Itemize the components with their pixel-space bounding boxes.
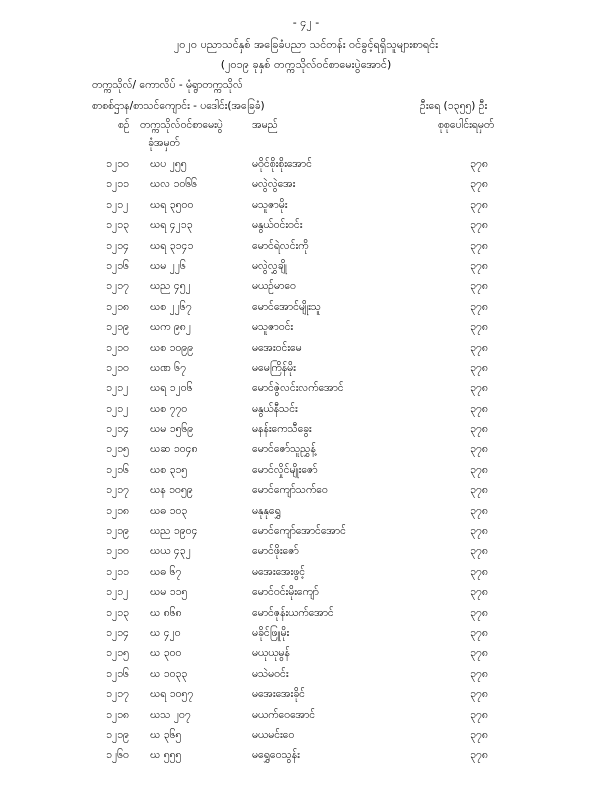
serial-cell: ၁၂၁၂ [106, 402, 129, 415]
marks-cell: ၃၇၈ [470, 423, 488, 436]
table-row [0, 627, 612, 647]
marks-cell: ၃၇၈ [470, 545, 488, 558]
column-header-serial: စဉ် [118, 119, 130, 131]
name-cell: မအေးအေးခိုင် [252, 688, 305, 701]
table-row [0, 709, 612, 729]
table-row [0, 321, 612, 341]
table-row [0, 301, 612, 321]
marks-cell: ၃၇၈ [470, 626, 488, 639]
marks-cell: ၃၇၈ [470, 300, 488, 313]
marks-cell: ၃၇၈ [470, 259, 488, 272]
serial-cell: ၁၂၁၂ [106, 198, 129, 211]
name-cell: မောင်ရဲလင်းကို [252, 239, 309, 252]
name-cell: မနုနုရွှေ [252, 504, 281, 517]
name-cell: မောင်လှိုင်မျိုးဇော် [252, 463, 318, 476]
table-row [0, 362, 612, 382]
roll-number-cell: ဃမ ၂၂၆ [150, 259, 186, 272]
document-subtitle: (၂၀၁၉ ခုနှစ် တက္ကသိုလ်ဝင်စာမေးပွဲအောင်) [220, 58, 392, 71]
roll-number-cell: ဃဓ ၁၀၃ [150, 504, 188, 517]
roll-number-cell: ဃရ ၃၅၀၀ [150, 198, 194, 211]
university-label: တက္ကသိုလ်/ ကောလိပ် - မုံရွာတက္ကသိုလ် [92, 79, 243, 91]
name-cell: မောင်ဝင်းမိုးကျော် [252, 586, 319, 599]
name-cell: မောင်အောင်မျိုးသူ [252, 300, 321, 313]
table-row [0, 260, 612, 280]
table-row [0, 423, 612, 443]
serial-cell: ၁၂၁၀ [106, 545, 129, 558]
serial-cell: ၁၂၁၁ [106, 565, 129, 578]
marks-cell: ၃၇၈ [470, 525, 488, 538]
marks-cell: ၃၇၈ [470, 321, 488, 334]
roll-number-cell: ဃဏ ၆၇ [150, 361, 186, 374]
serial-cell: ၁၂၁၉ [106, 728, 129, 741]
table-row [0, 199, 612, 219]
count-label: ဦးရေ (၁၃၅၅) ဦး [420, 100, 488, 112]
name-cell: မလွဲလွှချို [252, 259, 287, 272]
column-header-roll-sub: ခုံအမှတ် [148, 137, 180, 149]
marks-cell: ၃၇၈ [470, 463, 488, 476]
roll-number-cell: ဃစ ၁၀၉၉ [150, 341, 194, 354]
serial-cell: ၁၂၁၆ [106, 667, 129, 680]
marks-cell: ၃၇၈ [470, 749, 488, 762]
marks-cell: ၃၇၈ [470, 688, 488, 701]
serial-cell: ၁၂၁၀ [106, 158, 129, 170]
table-row [0, 607, 612, 627]
marks-cell: ၃၇၈ [470, 647, 488, 660]
roll-number-cell: ဃသ ၂၀၇ [150, 708, 191, 721]
results-table [0, 158, 612, 770]
name-cell: မလွဲလွဲအေး [252, 178, 296, 191]
serial-cell: ၁၂၁၀ [106, 341, 129, 354]
roll-number-cell: ဃ ၃၀၀ [150, 647, 182, 660]
marks-cell: ၃၇၈ [470, 667, 488, 680]
serial-cell: ၁၂၁၂ [106, 382, 129, 395]
serial-cell: ၁၂၁၅ [106, 647, 129, 660]
marks-cell: ၃၇၈ [470, 504, 488, 517]
serial-cell: ၁၂၁၃ [106, 606, 129, 619]
table-row [0, 668, 612, 688]
name-cell: မယက်ဝေအောင် [252, 708, 316, 721]
roll-number-cell: ဃ ၈၆၈ [150, 606, 182, 619]
roll-number-cell: ဃစ ၃၁၅ [150, 463, 188, 476]
name-cell: မောင်ကျော်သက်ဝေ [252, 484, 328, 497]
table-row [0, 464, 612, 484]
marks-cell: ၃၇၈ [470, 708, 488, 721]
serial-cell: ၁၂၁၈ [106, 300, 129, 313]
document-title: ၂၀၂၀ ပညာသင်နှစ် အခြေခံပညာ သင်တန်း ဝင်ခွင့်ရရှိသူများစာရင်း [173, 38, 439, 51]
serial-cell: ၁၂၁၉ [106, 321, 129, 334]
marks-cell: ၃၇၈ [470, 219, 488, 232]
marks-cell: ၃၇၈ [470, 565, 488, 578]
table-row [0, 505, 612, 525]
roll-number-cell: ဃ ၃၆၅ [150, 728, 182, 741]
column-header-roll: တက္ကသိုလ်ဝင်စာမေးပွဲ [140, 119, 223, 131]
serial-cell: ၁၂၁၇ [106, 280, 129, 293]
table-row [0, 403, 612, 423]
roll-number-cell: ဃလ ၁၀၆၆ [150, 178, 198, 191]
serial-cell: ၁၂၁၄ [106, 423, 129, 436]
name-cell: မသူဇာဝင်း [252, 321, 294, 334]
roll-number-cell: ဃမ ၁၁၅ [150, 586, 188, 599]
table-row [0, 566, 612, 586]
table-row [0, 342, 612, 362]
table-row [0, 586, 612, 606]
name-cell: မောင်ဇော်သူညွှန့် [252, 443, 316, 456]
serial-cell: ၁၂၁၈ [106, 504, 129, 517]
roll-number-cell: ဃ ၄၂၀ [150, 626, 181, 639]
roll-number-cell: ဃည ၁၉၀၄ [150, 525, 198, 538]
serial-cell: ၁၂၁၇ [106, 484, 129, 497]
roll-number-cell: ဃပ ၂၅၅ [150, 158, 187, 170]
roll-number-cell: ဃရ ၄၂၁၃ [150, 219, 193, 232]
roll-number-cell: ဃန ၁၀၅၉ [150, 484, 193, 497]
exam-center-label: စာစစ်ဌာန/စာသင်ကျောင်း - ပဒေါင်း(အခြေခံ) [92, 100, 265, 112]
table-row [0, 647, 612, 667]
marks-cell: ၃၇၈ [470, 606, 488, 619]
marks-cell: ၃၇၈ [470, 280, 488, 293]
name-cell: မောင်ကျော်အောင်အောင် [252, 525, 346, 538]
serial-cell: ၁၂၁၉ [106, 525, 129, 538]
serial-cell: ၁၂၁၈ [106, 708, 129, 721]
roll-number-cell: ဃည ၄၅၂ [150, 280, 191, 293]
serial-cell: ၁၂၆၀ [106, 749, 129, 762]
marks-cell: ၃၇၈ [470, 239, 488, 252]
roll-number-cell: ဃ ၅၅၅ [150, 749, 182, 762]
name-cell: မခိုင်ဖြူမိုး [252, 626, 290, 639]
table-row [0, 178, 612, 198]
table-row [0, 484, 612, 504]
marks-cell: ၃၇၈ [470, 178, 488, 191]
marks-cell: ၃၇၈ [470, 586, 488, 599]
serial-cell: ၁၂၁၁ [106, 178, 129, 191]
serial-cell: ၁၂၁၀ [106, 361, 129, 374]
table-row [0, 443, 612, 463]
roll-number-cell: ဃဓ ၆၇ [150, 565, 182, 578]
table-row [0, 545, 612, 565]
table-row [0, 688, 612, 708]
serial-cell: ၁၂၁၃ [106, 219, 129, 232]
name-cell: မသူဇာမိုး [252, 198, 288, 211]
name-cell: မယုယုမွန် [252, 647, 290, 660]
serial-cell: ၁၂၁၅ [106, 443, 129, 456]
marks-cell: ၃၇၈ [470, 443, 488, 456]
roll-number-cell: ဃယ ၄၃၂ [150, 545, 191, 558]
roll-number-cell: ဃ ၁၀၃၃ [150, 667, 188, 680]
table-row [0, 219, 612, 239]
table-row [0, 280, 612, 300]
roll-number-cell: ဃရ ၁၀၅၇ [150, 688, 194, 701]
name-cell: မရွှေဝေသွန်း [252, 749, 300, 762]
table-row [0, 158, 612, 178]
marks-cell: ၃၇၈ [470, 402, 488, 415]
name-cell: မောင်ဖိုးဇော် [252, 545, 299, 558]
name-cell: မယဉ်မာဝေ [252, 280, 296, 293]
column-header-name: အမည် [252, 119, 278, 131]
name-cell: မမေကြိန်မိုး [252, 361, 296, 374]
name-cell: မောင်ဇွဲလင်းလက်အောင် [252, 382, 344, 395]
marks-cell: ၃၇၈ [470, 728, 488, 741]
name-cell: မအေးဝင်းမေ [252, 341, 302, 354]
roll-number-cell: ဃမ ၁၅၆၉ [150, 423, 194, 436]
roll-number-cell: ဃစ ၇၇၀ [150, 402, 188, 415]
marks-cell: ၃၇၈ [470, 382, 488, 395]
name-cell: မနွယ်ဝင်းဝင်း [252, 219, 303, 232]
marks-cell: ၃၇၈ [470, 484, 488, 497]
serial-cell: ၁၂၁၂ [106, 586, 129, 599]
name-cell: မယမင်းဝေ [252, 728, 295, 741]
roll-number-cell: ဃရ ၃၁၄၁ [150, 239, 194, 252]
column-header-marks: စုစုပေါင်းရမှတ် [438, 119, 495, 131]
name-cell: မသဲမဝင်း [252, 667, 289, 680]
serial-cell: ၁၂၁၄ [106, 626, 129, 639]
roll-number-cell: ဃက ၉၈၂ [150, 321, 191, 334]
page-number: - ၄၂ - [292, 16, 320, 29]
table-row [0, 729, 612, 749]
name-cell: မနန်းကေသီခွေး [252, 423, 312, 436]
name-cell: မဝိုင်စိုးစိုးအောင် [252, 158, 312, 170]
roll-number-cell: ဃဆ ၁၀၄၈ [150, 443, 198, 456]
serial-cell: ၁၂၁၇ [106, 688, 129, 701]
name-cell: မအေးအေးဖွင့် [252, 565, 306, 578]
table-row [0, 382, 612, 402]
serial-cell: ၁၂၁၆ [106, 463, 129, 476]
serial-cell: ၁၂၁၆ [106, 259, 129, 272]
table-row [0, 749, 612, 769]
marks-cell: ၃၇၈ [470, 341, 488, 354]
table-row [0, 525, 612, 545]
marks-cell: ၃၇၈ [470, 361, 488, 374]
marks-cell: ၃၇၈ [470, 198, 488, 211]
marks-cell: ၃၇၈ [470, 158, 488, 170]
roll-number-cell: ဃရ ၁၂၀၆ [150, 382, 193, 395]
table-row [0, 240, 612, 260]
name-cell: မနွယ်နီသင်း [252, 402, 298, 415]
serial-cell: ၁၂၁၄ [106, 239, 129, 252]
roll-number-cell: ဃစ ၂၂၆၇ [150, 300, 192, 313]
name-cell: မောင်ဇုန်းယက်အောင် [252, 606, 334, 619]
